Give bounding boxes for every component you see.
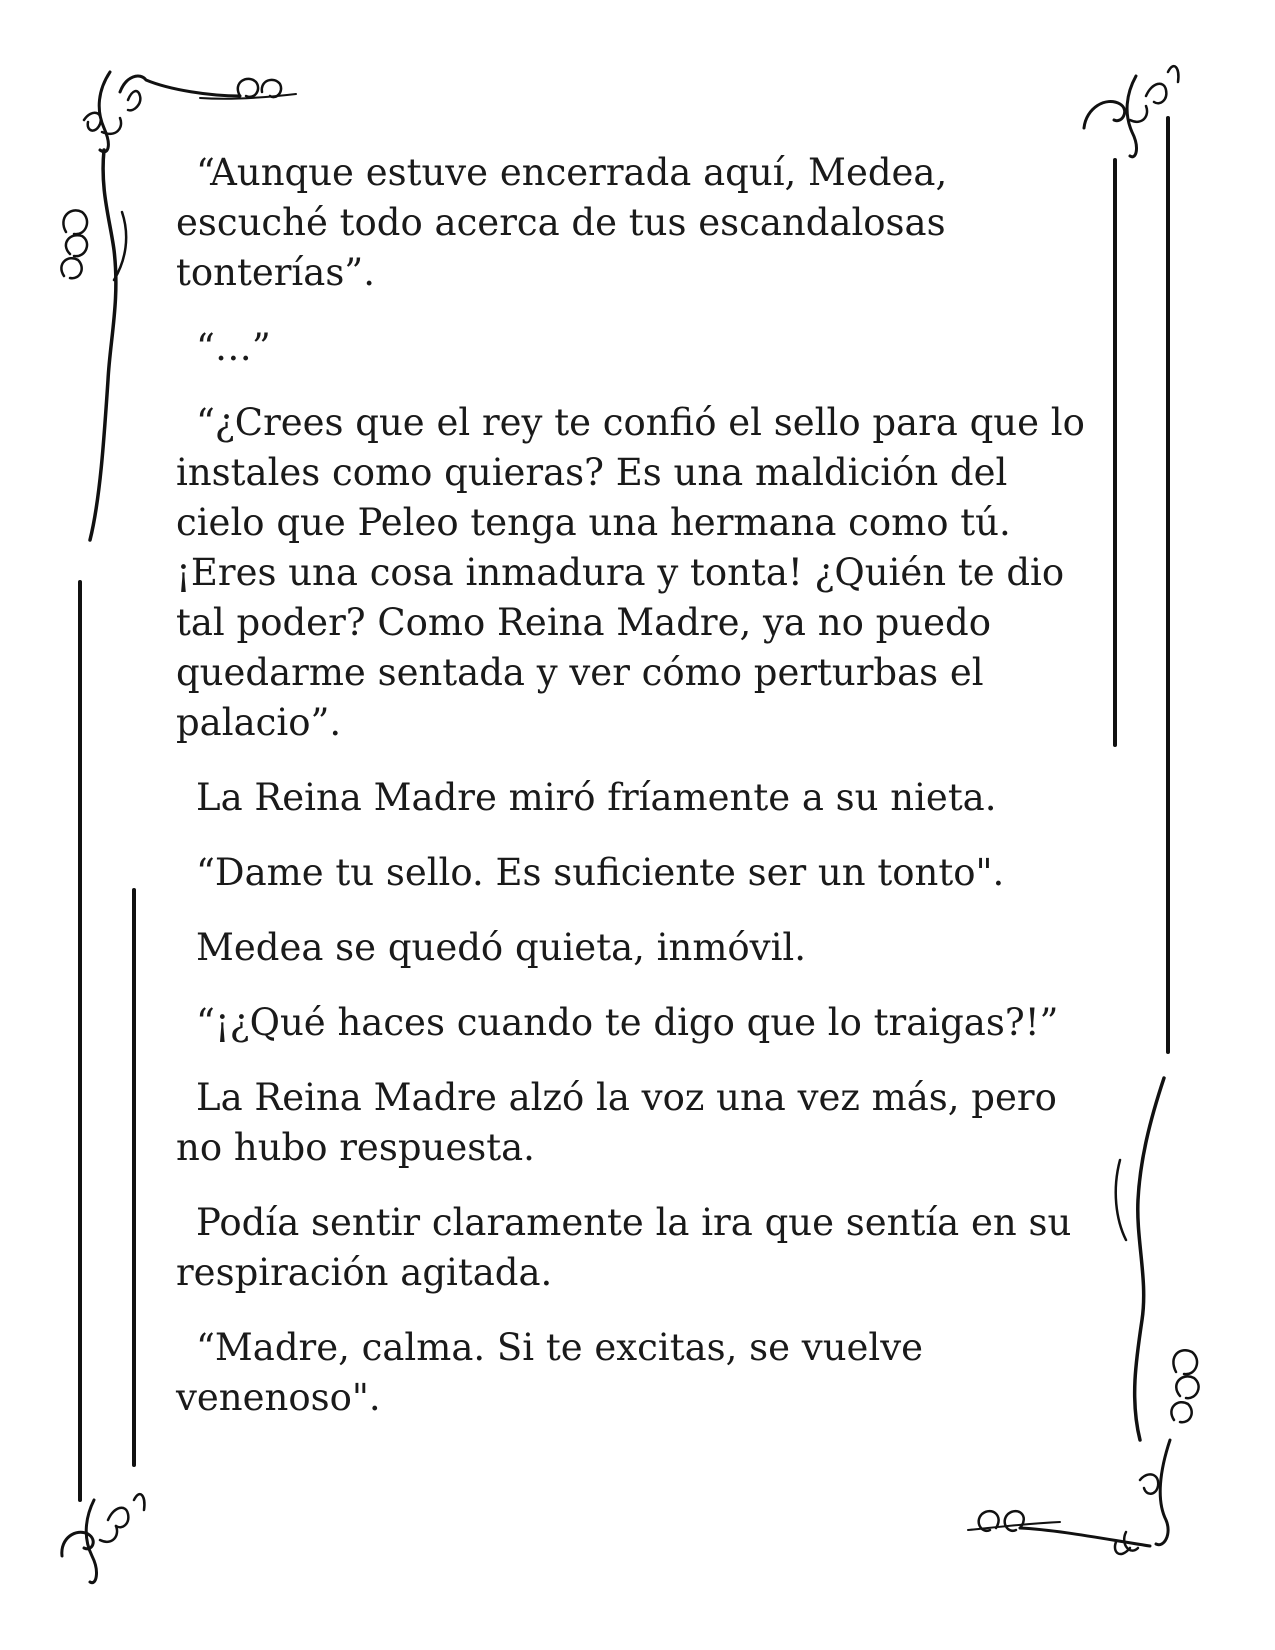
story-text [176,148,1106,1448]
paragraph: Medea se quedó quieta, inmóvil. [196,926,807,969]
paragraph: Podía sentir claramente la ira que sentía en su respiración agitada. [176,1201,1072,1294]
paragraph: “Dame tu sello. Es suficiente ser un tonto". [196,851,1005,894]
paragraph: La Reina Madre miró fríamente a su nieta. [196,776,997,819]
paragraph: “Aunque estuve encerrada aquí, Medea, escuché todo acerca de tus escandalosas tonterías”. [176,151,948,294]
paragraph: “¿Crees que el rey te confió el sello para que lo instales como quieras? Es una maldición del cielo que Peleo tenga una hermana como tú. ¡Eres una cosa inmadura y tonta! ¿Quién te dio tal poder? Como Reina Madre, ya no puedo quedarme sentada y ver cómo perturbas el palacio”. [176,401,1085,744]
paragraph: La Reina Madre alzó la voz una vez más, pero no hubo respuesta. [176,1076,1057,1169]
paragraph: “Madre, calma. Si te excitas, se vuelve venenoso". [176,1326,924,1419]
top-right-flourish [1084,66,1178,157]
paragraph: “¡¿Qué haces cuando te digo que lo traigas?!” [196,1001,1059,1044]
paragraph: “…” [196,326,271,369]
bottom-left-flourish [62,1494,145,1583]
